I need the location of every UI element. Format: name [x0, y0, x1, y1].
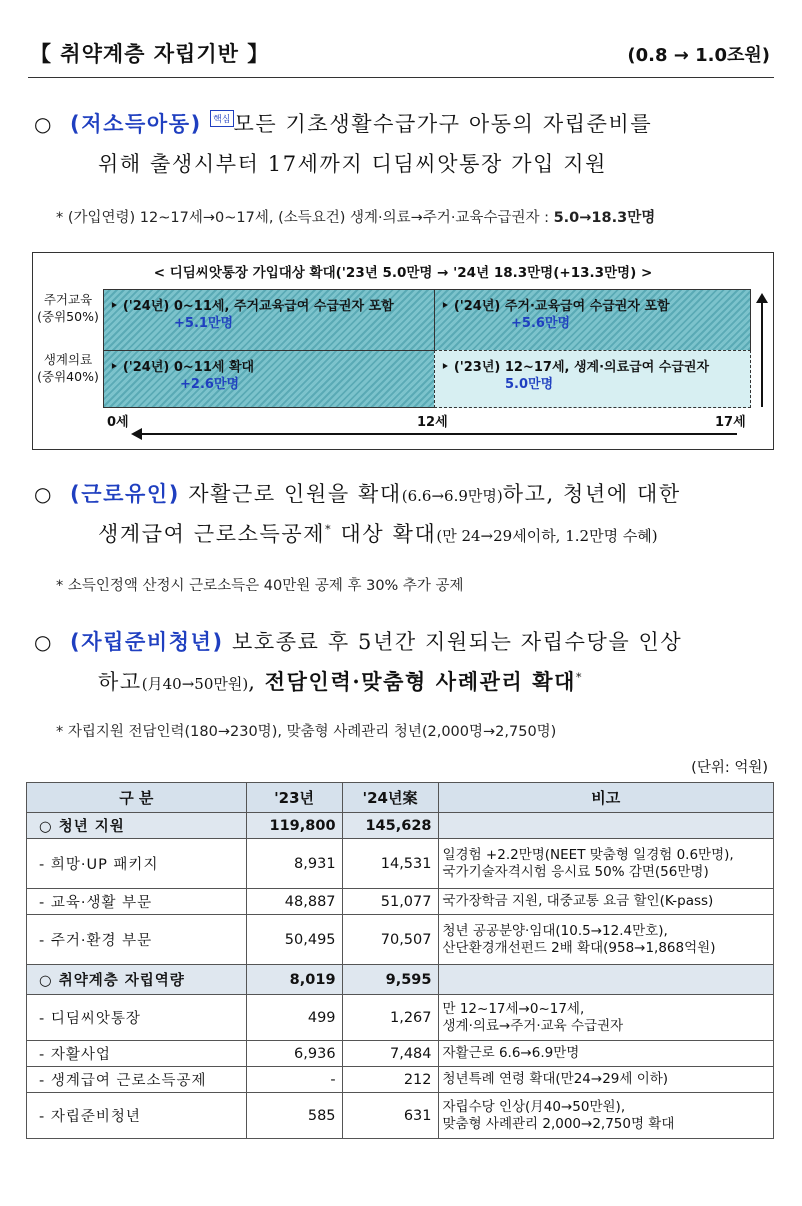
bullet-mark: ○ [34, 482, 52, 506]
row-2023-value: 50,495 [246, 915, 342, 965]
row-remarks [438, 995, 774, 1041]
cell-2024-housing-0-11 [103, 289, 435, 351]
row-2024-value: 51,077 [342, 889, 438, 915]
remark-line-1: 만 12~17세→0~17세, [442, 1000, 585, 1017]
cell-text: ‣ ('23년) 12~17세, 생계·의료급여 수급권자 [441, 360, 710, 375]
arrow-left-icon [131, 428, 142, 440]
row-remarks [438, 839, 774, 889]
eligibility-diagram [32, 252, 774, 450]
row-2023-value: 499 [246, 995, 342, 1041]
row-2024-value: 212 [342, 1067, 438, 1093]
remark-line-1: 청년 공공분양·임대(10.5→12.4만호), [442, 922, 668, 939]
table-row [27, 915, 774, 965]
note-text: * (가입연령) 12~17세→0~17세, (소득요건) 생계·의료→주거·교육수급권자 : [56, 210, 549, 226]
bullet-mark: ○ [34, 630, 52, 654]
row-category: ○ 청년 지원 [27, 813, 247, 839]
remark-line-1: 국가장학금 지원, 대중교통 요금 할인(K-pass) [442, 893, 714, 909]
axis-label-0: 0세 [107, 415, 129, 430]
remark-line-2: 산단환경개선펀드 2배 확대(958→1,868억원) [442, 939, 716, 956]
bullet-independence-youth [28, 626, 780, 746]
row-2023-value: 119,800 [246, 813, 342, 839]
arrow-up-icon [756, 293, 768, 303]
row-remarks [438, 1041, 774, 1067]
cell-text: ‣ ('24년) 0~11세 확대 [110, 360, 255, 375]
row-category: - 생계급여 근로소득공제 [27, 1067, 247, 1093]
bullet-label: (자립준비청년) [70, 630, 224, 654]
cell-text: ‣ ('24년) 주거·교육급여 수급권자 포함 [441, 299, 670, 314]
bullet-low-income-children [28, 108, 780, 228]
row-2024-value: 9,595 [342, 965, 438, 995]
table-row [27, 995, 774, 1041]
axis-label-12: 12세 [417, 415, 448, 430]
row-remarks [438, 1067, 774, 1093]
bullet-note: * 소득인정액 산정시 근로소득은 40만원 공제 후 30% 추가 공제 [56, 578, 464, 594]
cell-2023-livelihood-12-17 [434, 350, 751, 408]
remark-line-1: 청년특례 연령 확대(만24→29세 이하) [442, 1071, 669, 1087]
row-remarks [438, 965, 774, 995]
remark-line-2: 국가기술자격시험 응시료 50% 감면(56만명) [442, 863, 709, 880]
row-2024-value: 70,507 [342, 915, 438, 965]
table-row [27, 1093, 774, 1139]
row-2024-value: 631 [342, 1093, 438, 1139]
bullet-text: 보호종료 후 5년간 지원되는 자립수당을 인상 [232, 630, 683, 654]
row-category: - 자립준비청년 [27, 1093, 247, 1139]
bullet-line-1 [70, 108, 652, 138]
vertical-arrow-line [761, 301, 763, 407]
cell-value: +5.1만명 [174, 316, 234, 331]
header-remarks: 비고 [438, 783, 774, 813]
row-category: - 희망·UP 패키지 [27, 839, 247, 889]
bullet-line-2 [98, 518, 658, 548]
cell-2024-livelihood-0-11 [103, 350, 435, 408]
footnote-star: * [325, 523, 333, 536]
row-label: 주거교육 [43, 292, 93, 307]
row-remarks [438, 915, 774, 965]
bullet-line-1 [70, 626, 682, 656]
header-2024: '24년案 [342, 783, 438, 813]
bullet-text: , [248, 670, 257, 694]
row-label-livelihood-medical [35, 351, 101, 385]
header-category: 구 분 [27, 783, 247, 813]
bullet-text: 하고 [98, 670, 142, 694]
bullet-line-2: 위해 출생시부터 17세까지 디딤씨앗통장 가입 지원 [98, 152, 608, 176]
table-row [27, 889, 774, 915]
bullet-note [56, 206, 655, 227]
budget-table [26, 782, 774, 1139]
remark-line-1: 일경험 +2.2만명(NEET 맞춤형 일경험 0.6만명), [442, 846, 734, 863]
row-label-housing-education [35, 291, 101, 325]
table-header-row [27, 783, 774, 813]
row-2024-value: 14,531 [342, 839, 438, 889]
bullet-note: * 자립지원 전담인력(180→230명), 맞춤형 사례관리 청년(2,000명→2,750명) [56, 724, 557, 740]
row-category: - 교육·생활 부문 [27, 889, 247, 915]
bullet-text: 대상 확대 [340, 522, 437, 546]
budget-range: (0.8 → 1.0조원) [627, 45, 770, 66]
row-category: ○ 취약계층 자립역량 [27, 965, 247, 995]
row-label: 생계의료 [43, 352, 93, 367]
bullet-line-1 [70, 478, 681, 508]
unit-label: (단위: 억원) [691, 760, 768, 776]
row-category: - 디딤씨앗통장 [27, 995, 247, 1041]
row-remarks [438, 1093, 774, 1139]
bullet-text: 자활근로 인원을 확대 [188, 482, 402, 506]
bullet-text-small: (月40→50만원) [141, 675, 249, 693]
bullet-text: 모든 기초생활수급가구 아동의 자립준비를 [233, 112, 653, 136]
core-tag: 핵심 [210, 110, 233, 127]
cell-text: ‣ ('24년) 0~11세, 주거교육급여 수급권자 포함 [110, 299, 394, 314]
note-bold-value: 5.0→18.3만명 [553, 210, 656, 226]
section-title: 【 취약계층 자립기반 】 [30, 42, 270, 66]
bullet-mark: ○ [34, 112, 52, 136]
remark-line-2: 맞춤형 사례관리 2,000→2,750명 확대 [442, 1115, 675, 1132]
bullet-text-small: (6.6→6.9만명) [401, 487, 503, 505]
bullet-label: (저소득아동) [70, 112, 202, 136]
remark-line-1: 자활근로 6.6→6.9만명 [442, 1045, 580, 1061]
row-2023-value: 48,887 [246, 889, 342, 915]
diagram-title: < 디딤씨앗통장 가입대상 확대('23년 5.0만명 → '24년 18.3만명(+13.3만명) > [153, 265, 653, 281]
row-sublabel: (중위40%) [37, 369, 99, 384]
row-2024-value: 145,628 [342, 813, 438, 839]
bullet-text-small: (만 24→29세이하, 1.2만명 수혜) [436, 527, 658, 545]
bullet-text: 생계급여 근로소득공제 [98, 522, 326, 546]
table-section-row [27, 813, 774, 839]
row-remarks [438, 813, 774, 839]
row-category: - 주거·환경 부문 [27, 915, 247, 965]
bullet-line-2 [98, 666, 583, 696]
table-section-row [27, 965, 774, 995]
row-2023-value: - [246, 1067, 342, 1093]
bullet-text: 하고, 청년에 대한 [502, 482, 681, 506]
horizontal-arrow-line [141, 433, 737, 435]
cell-value: +5.6만명 [511, 316, 571, 331]
row-category: - 자활사업 [27, 1041, 247, 1067]
table-row [27, 1041, 774, 1067]
bullet-text-bold: 전담인력·맞춤형 사례관리 확대 [264, 669, 577, 694]
remark-line-1: 자립수당 인상(月40→50만원), [442, 1098, 626, 1115]
row-2023-value: 6,936 [246, 1041, 342, 1067]
header-2023: '23년 [246, 783, 342, 813]
row-2024-value: 7,484 [342, 1041, 438, 1067]
footnote-star: * [576, 671, 584, 684]
table-row [27, 839, 774, 889]
axis-label-17: 17세 [715, 415, 746, 430]
bullet-work-incentive [28, 478, 780, 598]
bullet-label: (근로유인) [70, 482, 180, 506]
row-2023-value: 585 [246, 1093, 342, 1139]
remark-line-2: 생계·의료→주거·교육 수급권자 [442, 1017, 624, 1034]
section-header [28, 34, 774, 78]
row-2023-value: 8,019 [246, 965, 342, 995]
cell-2024-housing-12-17 [434, 289, 751, 351]
cell-value: 5.0만명 [505, 377, 554, 392]
cell-value: +2.6만명 [180, 377, 240, 392]
row-2024-value: 1,267 [342, 995, 438, 1041]
row-sublabel: (중위50%) [37, 309, 99, 324]
row-2023-value: 8,931 [246, 839, 342, 889]
table-row [27, 1067, 774, 1093]
row-remarks [438, 889, 774, 915]
